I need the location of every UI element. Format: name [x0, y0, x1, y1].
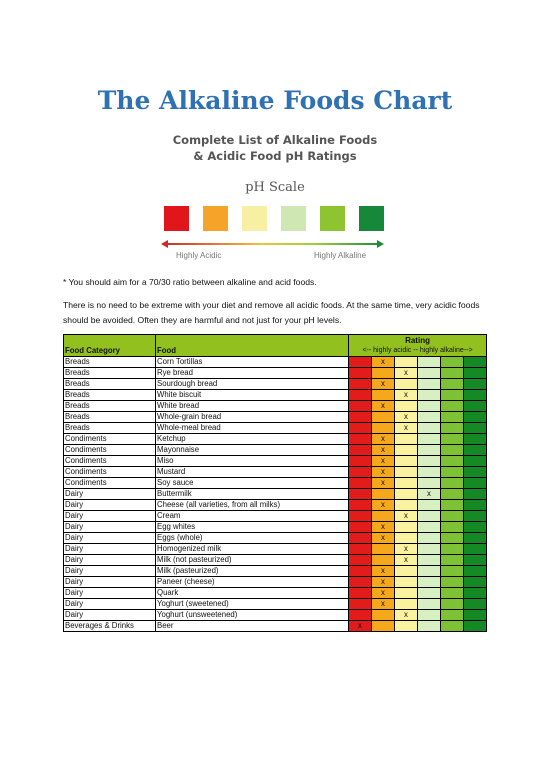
rating-cell: [441, 401, 464, 412]
rating-cell: [349, 533, 372, 544]
rating-cell: [372, 412, 395, 423]
table-row: [64, 577, 487, 588]
rating-cell: [418, 533, 441, 544]
table-row: [64, 357, 487, 368]
rating-cell: [441, 621, 464, 632]
rating-mark: x: [372, 500, 395, 511]
rating-cell: [441, 456, 464, 467]
food-cell: Soy sauce: [156, 478, 349, 489]
rating-cell: [349, 357, 372, 368]
rating-mark: x: [372, 445, 395, 456]
rating-cell: [349, 544, 372, 555]
rating-mark: x: [395, 544, 418, 555]
rating-cell: [418, 434, 441, 445]
food-category-cell: Beverages & Drinks: [64, 621, 156, 632]
food-cell: Milk (pasteurized): [156, 566, 349, 577]
rating-cell: [441, 544, 464, 555]
rating-cell: [372, 390, 395, 401]
rating-mark: x: [395, 412, 418, 423]
ratio-note: * You should aim for a 70/30 ratio between alkaline and acid foods.: [63, 277, 317, 287]
food-cell: Paneer (cheese): [156, 577, 349, 588]
rating-cell: [349, 401, 372, 412]
rating-cell: [464, 379, 487, 390]
rating-cell: [464, 566, 487, 577]
rating-mark: x: [372, 478, 395, 489]
rating-cell: [349, 412, 372, 423]
rating-cell: [418, 511, 441, 522]
rating-mark: x: [372, 456, 395, 467]
food-category-cell: Condiments: [64, 456, 156, 467]
rating-cell: [418, 456, 441, 467]
ph-swatch: [359, 206, 384, 231]
rating-cell: [349, 478, 372, 489]
rating-cell: [464, 555, 487, 566]
ph-swatch: [281, 206, 306, 231]
rating-cell: [464, 434, 487, 445]
rating-cell: [464, 544, 487, 555]
rating-cell: [418, 621, 441, 632]
food-category-cell: Condiments: [64, 478, 156, 489]
table-row: [64, 390, 487, 401]
rating-cell: [418, 500, 441, 511]
header-rating-label: Rating: [405, 336, 430, 345]
table-row: [64, 445, 487, 456]
rating-cell: [441, 412, 464, 423]
rating-cell: [395, 401, 418, 412]
food-category-cell: Dairy: [64, 522, 156, 533]
table-row: [64, 412, 487, 423]
rating-cell: [441, 566, 464, 577]
food-category-cell: Dairy: [64, 544, 156, 555]
rating-mark: x: [418, 489, 441, 500]
table-row: [64, 423, 487, 434]
food-category-cell: Dairy: [64, 500, 156, 511]
table-row: [64, 533, 487, 544]
rating-cell: [349, 599, 372, 610]
food-category-cell: Dairy: [64, 511, 156, 522]
ph-swatch: [320, 206, 345, 231]
rating-cell: [441, 445, 464, 456]
food-cell: Sourdough bread: [156, 379, 349, 390]
table-header-row: [64, 335, 487, 357]
rating-cell: [349, 445, 372, 456]
food-category-cell: Condiments: [64, 434, 156, 445]
rating-cell: [441, 368, 464, 379]
rating-mark: x: [372, 566, 395, 577]
rating-cell: [441, 423, 464, 434]
rating-mark: x: [372, 533, 395, 544]
rating-cell: [418, 445, 441, 456]
header-rating: [349, 335, 487, 357]
rating-cell: [395, 566, 418, 577]
ph-swatch: [242, 206, 267, 231]
rating-cell: [418, 357, 441, 368]
table-row: [64, 467, 487, 478]
rating-cell: [418, 599, 441, 610]
food-category-cell: Condiments: [64, 445, 156, 456]
rating-mark: x: [372, 434, 395, 445]
table-row: [64, 610, 487, 621]
subtitle: [0, 132, 550, 164]
rating-cell: [441, 533, 464, 544]
food-category-cell: Condiments: [64, 467, 156, 478]
rating-cell: [441, 467, 464, 478]
food-cell: Yoghurt (sweetened): [156, 599, 349, 610]
header-food-category: Food Category: [64, 335, 156, 357]
food-cell: Egg whites: [156, 522, 349, 533]
rating-cell: [464, 390, 487, 401]
page-title: The Alkaline Foods Chart: [97, 86, 453, 115]
rating-mark: x: [372, 467, 395, 478]
rating-cell: [464, 489, 487, 500]
rating-cell: [464, 368, 487, 379]
table-row: [64, 456, 487, 467]
rating-cell: [349, 522, 372, 533]
food-cell: Yoghurt (unsweetened): [156, 610, 349, 621]
rating-cell: [395, 533, 418, 544]
ph-swatch: [164, 206, 189, 231]
rating-mark: x: [395, 390, 418, 401]
rating-cell: [395, 445, 418, 456]
rating-cell: [441, 511, 464, 522]
rating-cell: [349, 555, 372, 566]
rating-mark: x: [395, 423, 418, 434]
food-category-cell: Dairy: [64, 566, 156, 577]
rating-cell: [464, 599, 487, 610]
rating-cell: [395, 621, 418, 632]
table-row: [64, 621, 487, 632]
rating-cell: [464, 357, 487, 368]
rating-cell: [349, 566, 372, 577]
rating-cell: [464, 511, 487, 522]
ph-scale-gradient-line: [163, 243, 381, 245]
rating-cell: [464, 588, 487, 599]
arrow-right-icon: [377, 240, 384, 248]
rating-cell: [418, 555, 441, 566]
rating-cell: [464, 423, 487, 434]
header-food: Food: [156, 335, 349, 357]
rating-cell: [418, 566, 441, 577]
rating-cell: [349, 379, 372, 390]
rating-cell: [395, 588, 418, 599]
rating-cell: [464, 610, 487, 621]
rating-mark: x: [395, 555, 418, 566]
rating-cell: [418, 390, 441, 401]
rating-cell: [418, 522, 441, 533]
rating-mark: x: [372, 577, 395, 588]
rating-cell: [372, 544, 395, 555]
food-cell: Milk (not pasteurized): [156, 555, 349, 566]
header-rating-scale: <-- highly acidic -- highly alkaline-->: [362, 347, 473, 354]
table-row: [64, 500, 487, 511]
food-category-cell: Dairy: [64, 577, 156, 588]
rating-cell: [418, 577, 441, 588]
table-row: [64, 566, 487, 577]
rating-cell: [441, 577, 464, 588]
food-cell: Corn Tortillas: [156, 357, 349, 368]
rating-cell: [441, 357, 464, 368]
food-cell: Miso: [156, 456, 349, 467]
table-row: [64, 599, 487, 610]
rating-cell: [441, 478, 464, 489]
rating-cell: [372, 489, 395, 500]
rating-cell: [349, 489, 372, 500]
rating-cell: [464, 456, 487, 467]
rating-mark: x: [349, 621, 372, 632]
rating-cell: [441, 500, 464, 511]
table-row: [64, 588, 487, 599]
food-ratings-table: [63, 334, 487, 632]
rating-cell: [464, 412, 487, 423]
food-cell: Ketchup: [156, 434, 349, 445]
highly-acidic-label: Highly Acidic: [176, 251, 222, 260]
rating-cell: [418, 412, 441, 423]
rating-mark: x: [395, 610, 418, 621]
food-category-cell: Breads: [64, 357, 156, 368]
rating-cell: [395, 522, 418, 533]
table-row: [64, 489, 487, 500]
food-category-cell: Breads: [64, 401, 156, 412]
rating-cell: [464, 478, 487, 489]
rating-cell: [395, 478, 418, 489]
rating-cell: [441, 610, 464, 621]
rating-cell: [395, 357, 418, 368]
rating-cell: [441, 434, 464, 445]
rating-cell: [441, 390, 464, 401]
avoid-note: There is no need to be extreme with your diet and remove all acidic foods. At the same time, very acidic foods should be avoided. Often they are harmful and not just for your pH levels.: [63, 300, 480, 325]
subtitle-line-1: Complete List of Alkaline Foods: [172, 133, 378, 147]
food-category-cell: Dairy: [64, 588, 156, 599]
food-cell: Whole-grain bread: [156, 412, 349, 423]
ph-scale-title: pH Scale: [245, 180, 305, 195]
rating-cell: [464, 522, 487, 533]
rating-cell: [395, 577, 418, 588]
rating-cell: [395, 434, 418, 445]
food-category-cell: Breads: [64, 390, 156, 401]
food-cell: Quark: [156, 588, 349, 599]
rating-cell: [464, 401, 487, 412]
rating-cell: [464, 533, 487, 544]
rating-cell: [464, 621, 487, 632]
rating-cell: [395, 500, 418, 511]
rating-cell: [418, 379, 441, 390]
table-row: [64, 434, 487, 445]
food-cell: Mustard: [156, 467, 349, 478]
rating-mark: x: [395, 511, 418, 522]
food-cell: Whole-meal bread: [156, 423, 349, 434]
rating-cell: [418, 478, 441, 489]
rating-cell: [372, 621, 395, 632]
table-row: [64, 555, 487, 566]
rating-cell: [441, 555, 464, 566]
food-category-cell: Breads: [64, 412, 156, 423]
rating-cell: [464, 445, 487, 456]
rating-mark: x: [372, 588, 395, 599]
rating-cell: [395, 456, 418, 467]
rating-cell: [349, 434, 372, 445]
food-cell: Cheese (all varieties, from all milks): [156, 500, 349, 511]
rating-cell: [372, 511, 395, 522]
rating-cell: [441, 379, 464, 390]
food-cell: Mayonnaise: [156, 445, 349, 456]
rating-mark: x: [372, 401, 395, 412]
rating-cell: [464, 577, 487, 588]
table-row: [64, 379, 487, 390]
rating-cell: [395, 379, 418, 390]
food-category-cell: Breads: [64, 368, 156, 379]
food-category-cell: Dairy: [64, 599, 156, 610]
rating-mark: x: [372, 357, 395, 368]
rating-cell: [418, 588, 441, 599]
food-cell: Cream: [156, 511, 349, 522]
food-cell: Rye bread: [156, 368, 349, 379]
food-cell: Buttermilk: [156, 489, 349, 500]
subtitle-line-2: & Acidic Food pH Ratings: [193, 149, 357, 163]
rating-cell: [349, 500, 372, 511]
rating-cell: [441, 588, 464, 599]
table-row: [64, 544, 487, 555]
table-row: [64, 522, 487, 533]
rating-cell: [418, 610, 441, 621]
rating-cell: [349, 423, 372, 434]
food-category-cell: Breads: [64, 379, 156, 390]
highly-alkaline-label: Highly Alkaline: [314, 251, 367, 260]
rating-cell: [441, 489, 464, 500]
rating-cell: [349, 588, 372, 599]
rating-cell: [395, 599, 418, 610]
food-cell: White bread: [156, 401, 349, 412]
rating-cell: [418, 423, 441, 434]
food-category-cell: Dairy: [64, 610, 156, 621]
rating-mark: x: [395, 368, 418, 379]
rating-cell: [349, 467, 372, 478]
food-cell: Beer: [156, 621, 349, 632]
table-row: [64, 368, 487, 379]
rating-cell: [418, 368, 441, 379]
rating-cell: [395, 489, 418, 500]
rating-cell: [349, 368, 372, 379]
rating-mark: x: [372, 522, 395, 533]
rating-cell: [349, 577, 372, 588]
food-category-cell: Dairy: [64, 533, 156, 544]
food-category-cell: Breads: [64, 423, 156, 434]
rating-cell: [441, 599, 464, 610]
rating-mark: x: [372, 379, 395, 390]
table-row: [64, 511, 487, 522]
food-cell: White biscuit: [156, 390, 349, 401]
rating-cell: [349, 390, 372, 401]
rating-cell: [349, 511, 372, 522]
rating-cell: [372, 423, 395, 434]
food-category-cell: Dairy: [64, 489, 156, 500]
rating-cell: [395, 467, 418, 478]
rating-cell: [464, 500, 487, 511]
food-cell: Eggs (whole): [156, 533, 349, 544]
rating-cell: [418, 467, 441, 478]
food-cell: Homogenized milk: [156, 544, 349, 555]
table-row: [64, 478, 487, 489]
food-category-cell: Dairy: [64, 555, 156, 566]
rating-cell: [349, 456, 372, 467]
table-row: [64, 401, 487, 412]
rating-cell: [349, 610, 372, 621]
rating-cell: [418, 401, 441, 412]
rating-cell: [372, 555, 395, 566]
rating-cell: [418, 544, 441, 555]
rating-cell: [372, 610, 395, 621]
rating-cell: [372, 368, 395, 379]
ph-swatch: [203, 206, 228, 231]
rating-mark: x: [372, 599, 395, 610]
ph-scale-swatches: [164, 206, 384, 231]
rating-cell: [464, 467, 487, 478]
rating-cell: [441, 522, 464, 533]
